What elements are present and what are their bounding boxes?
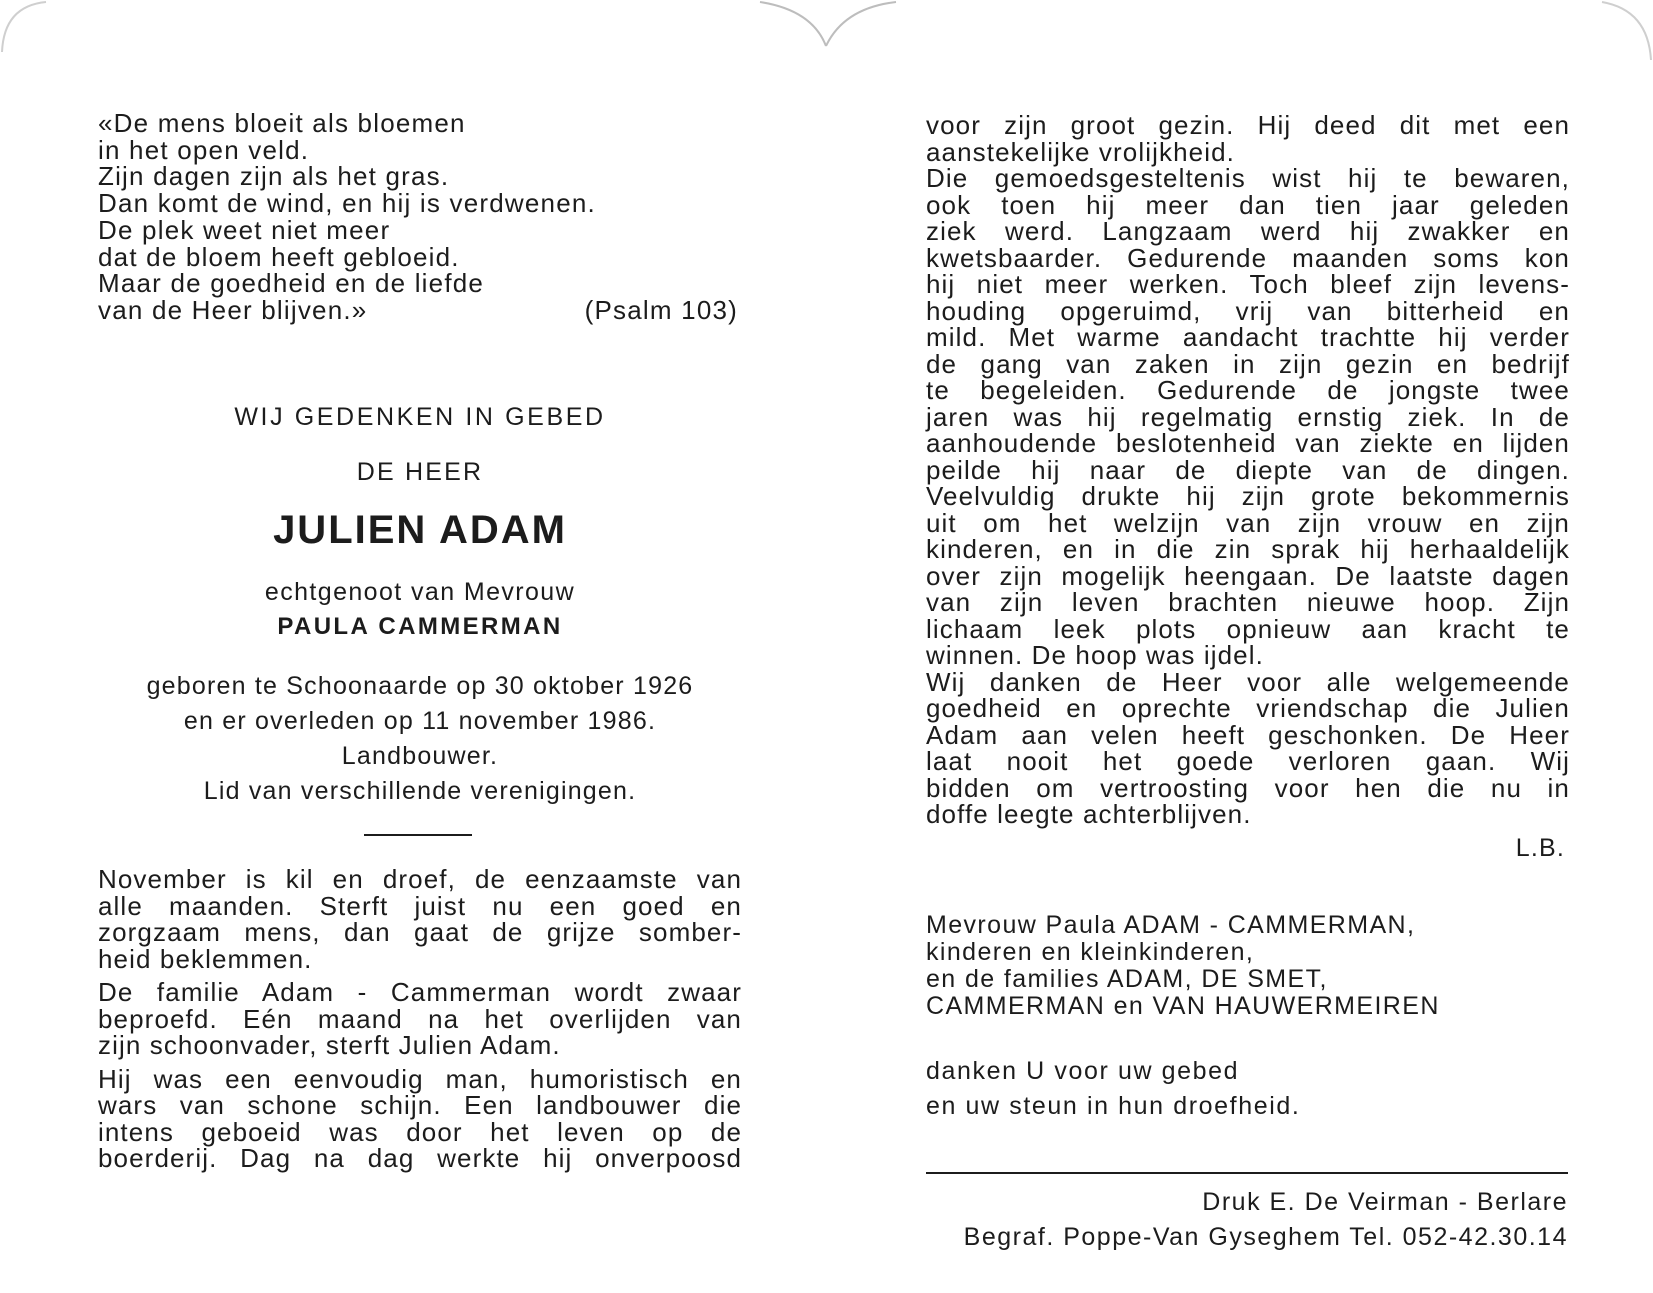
- tribute-text-right: [926, 112, 1570, 828]
- author-initials: L.B.: [1515, 834, 1565, 862]
- separator-rule: [364, 834, 472, 836]
- text-line: ook toen hij meer dan tien jaar geleden: [926, 189, 1570, 220]
- thanks-line: danken U voor uw gebed: [926, 1057, 1240, 1085]
- text-line: hij niet meer werken. Toch bleef zijn levens-: [926, 269, 1570, 299]
- honorific-title: DE HEER: [356, 458, 484, 486]
- paragraph: [926, 112, 1570, 165]
- text-line: jaren was hij regelmatig ernstig ziek. In de: [926, 401, 1570, 432]
- text-line: intens geboeid was door het leven op de: [98, 1116, 742, 1147]
- paragraph: [926, 165, 1570, 669]
- printer-line: Druk E. De Veirman - Berlare: [1202, 1188, 1568, 1216]
- text-line: beproefd. Eén maand na het overlijden van: [98, 1003, 742, 1034]
- text-line: goedheid en oprechte vriendschap die Julien: [926, 693, 1570, 723]
- text-line: peilde hij naar de diepte van de dingen.: [926, 454, 1570, 485]
- membership-line: Lid van verschillende verenigingen.: [203, 777, 637, 805]
- text-line: houding opgeruimd, vrij van bitterheid en: [926, 295, 1570, 326]
- occupation-line: Landbouwer.: [341, 742, 499, 770]
- text-line: Die gemoedsgesteltenis wist hij te bewaren,: [926, 163, 1570, 193]
- text-line: wars van schone schijn. Een landbouwer die: [98, 1090, 742, 1120]
- deceased-name: JULIEN ADAM: [273, 508, 567, 552]
- text-line: heid beklemmen.: [98, 943, 313, 974]
- psalm-reference: (Psalm 103): [584, 294, 738, 325]
- paragraph: [98, 866, 742, 972]
- text-line: de gang van zaken in zijn gezin en bedrijf: [926, 348, 1570, 379]
- text-line: zijn schoonvader, sterft Julien Adam.: [98, 1030, 561, 1060]
- text-line: November is kil en droef, de eenzaamste van: [98, 864, 742, 894]
- text-line: uit om het welzijn van zijn vrouw en zijn: [926, 507, 1570, 538]
- family-line: Mevrouw Paula ADAM - CAMMERMAN,: [926, 911, 1416, 939]
- poem-line: Dan komt de wind, en hij is verdwenen.: [98, 188, 596, 219]
- birth-line: geboren te Schoonaarde op 30 oktober 1926: [146, 672, 694, 700]
- text-line: ziek werd. Langzaam werd hij zwakker en: [926, 216, 1570, 246]
- text-line: te begeleiden. Gedurende de jongste twee: [926, 375, 1570, 405]
- life-details: [98, 669, 742, 809]
- text-line: zorgzaam mens, dan gaat de grijze somber-: [98, 917, 742, 947]
- text-line: boerderij. Dag na dag werkte hij onverpoosd: [98, 1143, 742, 1173]
- text-line: mild. Met warme aandacht trachtte hij verder: [926, 322, 1570, 352]
- text-line: lichaam leek plots opnieuw aan kracht te: [926, 613, 1570, 644]
- thanks-message: [926, 1054, 1300, 1124]
- spouse-name: PAULA CAMMERMAN: [277, 613, 563, 640]
- family-line: kinderen en kleinkinderen,: [926, 938, 1255, 966]
- thanks-line: en uw steun in hun droefheid.: [926, 1092, 1301, 1120]
- text-line: voor zijn groot gezin. Hij deed dit met een: [926, 110, 1570, 140]
- text-line: alle maanden. Sterft juist nu een goed en: [98, 890, 742, 921]
- family-line: en de families ADAM, DE SMET,: [926, 965, 1328, 993]
- text-line: over zijn mogelijk heengaan. De laatste dagen: [926, 560, 1570, 591]
- poem-line: van de Heer blijven.»: [98, 294, 368, 325]
- text-line: winnen. De hoop was ijdel.: [926, 640, 1264, 670]
- text-line: aanstekelijke vrolijkheid.: [926, 136, 1235, 167]
- poem-line: «De mens bloeit als bloemen: [98, 108, 466, 138]
- undertaker-line: Begraf. Poppe-Van Gyseghem Tel. 052-42.30.14: [963, 1223, 1568, 1251]
- text-line: kinderen, en in die zin sprak hij herhaaldelijk: [926, 534, 1570, 564]
- poem-line: Maar de goedheid en de liefde: [98, 268, 485, 299]
- psalm-poem: [98, 110, 738, 324]
- right-page: [826, 0, 1653, 1293]
- tribute-text-left: [98, 866, 742, 1179]
- printer-credits: [926, 1185, 1568, 1255]
- memorial-heading: WIJ GEDENKEN IN GEBED: [234, 403, 606, 431]
- paragraph: [926, 666, 1570, 829]
- text-line: Wij danken de Heer voor alle welgemeende: [926, 666, 1570, 697]
- poem-line: dat de bloem heeft gebloeid.: [98, 241, 460, 272]
- text-line: De familie Adam - Cammerman wordt zwaar: [98, 977, 742, 1007]
- text-line: van zijn leven brachten nieuwe hoop. Zijn: [926, 587, 1570, 617]
- text-line: bidden om vertroosting voor hen die nu in: [926, 772, 1570, 803]
- footer-rule: [926, 1172, 1568, 1174]
- text-line: Veelvuldig drukte hij zijn grote bekommernis: [926, 481, 1570, 511]
- text-line: Adam aan velen heeft geschonken. De Heer: [926, 719, 1570, 750]
- text-line: kwetsbaarder. Gedurende maanden soms kon: [926, 242, 1570, 273]
- family-line: CAMMERMAN en VAN HAUWERMEIREN: [926, 992, 1440, 1020]
- poem-line: De plek weet niet meer: [98, 214, 391, 245]
- text-line: laat nooit het goede verloren gaan. Wij: [926, 746, 1570, 776]
- poem-last-line: [98, 294, 738, 325]
- bereaved-family: [926, 912, 1440, 1020]
- text-line: aanhoudende beslotenheid van ziekte en lijden: [926, 428, 1570, 458]
- spouse-intro: echtgenoot van Mevrouw: [264, 578, 576, 606]
- left-page: [0, 0, 826, 1293]
- poem-line: Zijn dagen zijn als het gras.: [98, 161, 450, 192]
- death-line: en er overleden op 11 november 1986.: [183, 707, 657, 735]
- text-line: Hij was een eenvoudig man, humoristisch en: [98, 1063, 742, 1094]
- paragraph: [98, 1063, 742, 1173]
- poem-line: in het open veld.: [98, 134, 310, 165]
- paragraph: [98, 979, 742, 1059]
- text-line: doffe leegte achterblijven.: [926, 799, 1252, 829]
